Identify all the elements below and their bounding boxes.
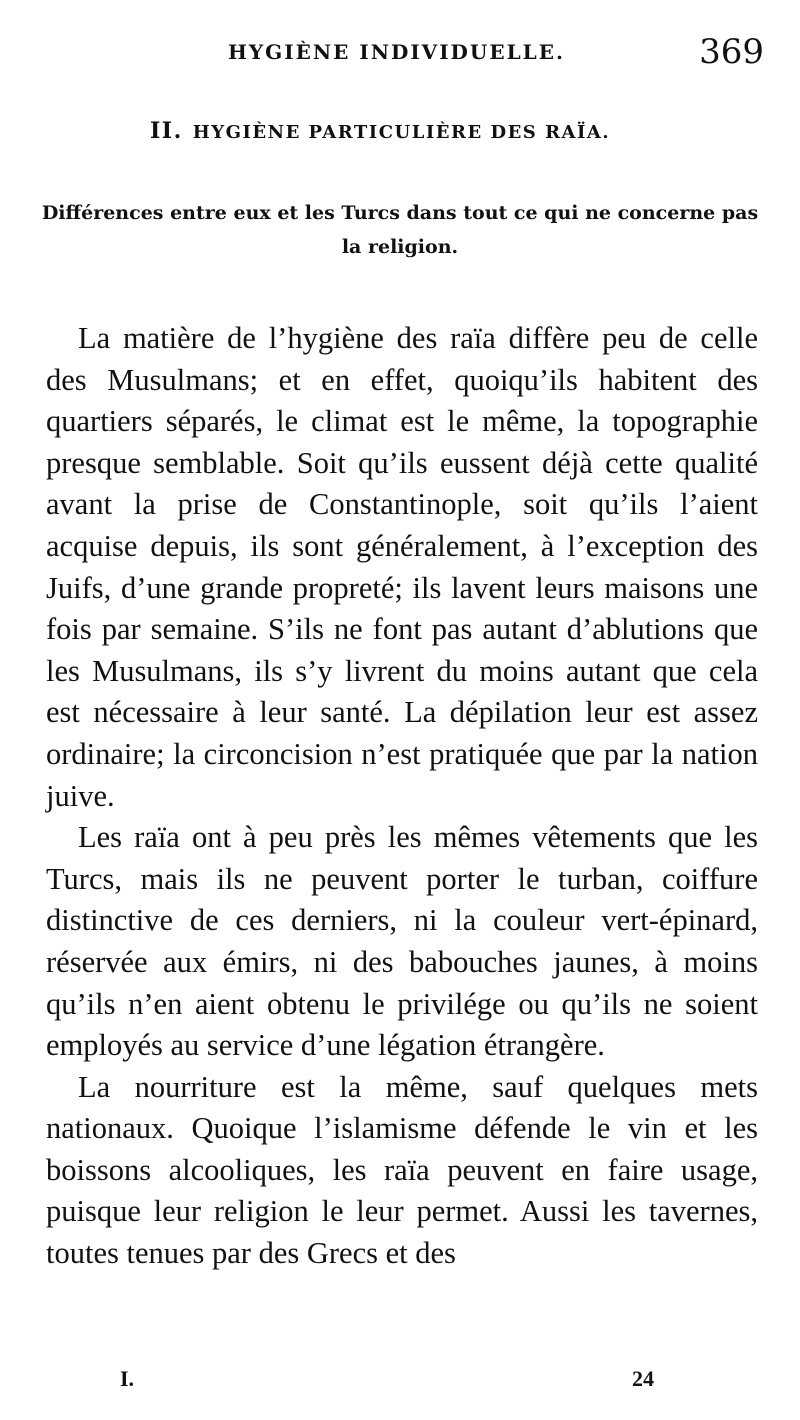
paragraph: La matière de l’hygiène des raïa diffère peu de celle des Musulmans; et en effet, quoiqu’ils habitent des quartiers séparés, le climat est le même, la topographie presque semblable. Soit qu’ils eussent déjà cette qualité avant la prise de Constantinople, soit qu’ils l’aient acquise depuis, ils sont généralement, à l’exception des Juifs, d’une grande propreté; ils lavent leurs maisons une fois par semaine. S’ils ne font pas autant d’ablutions que les Musulmans, ils s’y livrent du moins autant que cela est nécessaire à leur santé. La dépilation leur est assez ordinaire; la circoncision n’est pratiquée que par la nation juive. — [46, 321, 758, 813]
section-heading — [150, 118, 770, 144]
paragraph: La nourriture est la même, sauf quelques mets nationaux. Quoique l’islamisme défende le vin et les boissons alcooliques, les raïa peuvent en faire usage, puisque leur religion le leur permet. Aussi les tavernes, toutes tenues par des Grecs et des — [46, 1069, 758, 1271]
running-head — [0, 32, 800, 80]
page-number: 369 — [699, 32, 764, 72]
signature-number: 24 — [632, 1366, 654, 1391]
body-text — [46, 318, 758, 1275]
section-title: HYGIÈNE PARTICULIÈRE DES RAÏA. — [192, 122, 611, 143]
signature-mark: I. — [120, 1366, 135, 1391]
running-title: HYGIÈNE INDIVIDUELLE. — [228, 40, 565, 64]
page-footer — [0, 1366, 800, 1396]
section-number: II. — [150, 118, 183, 144]
section-subtitle: Différences entre eux et les Turcs dans tout ce qui ne concerne pas la religion. — [41, 202, 759, 258]
paragraph: Les raïa ont à peu près les mêmes vêtements que les Turcs, mais ils ne peuvent porter le turban, coiffure distinctive de ces derniers, ni la couleur vert-épinard, réservée aux émirs, ni des babouches jaunes, à moins qu’ils n’en aient obtenu le privilége ou qu’ils ne soient employés au service d’une légation étrangère. — [46, 820, 758, 1063]
